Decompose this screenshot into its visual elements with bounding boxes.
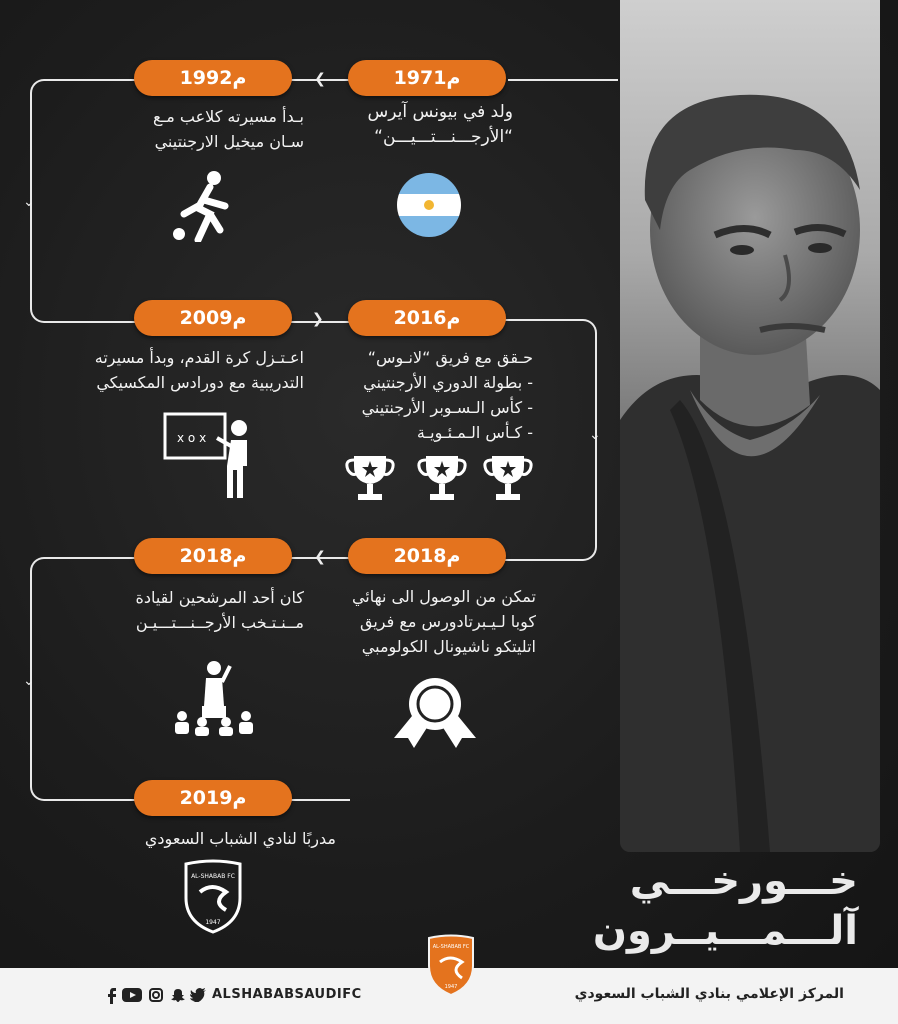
football-player-icon: [170, 170, 240, 242]
youtube-icon[interactable]: [122, 988, 142, 1004]
club-logo-icon: [426, 934, 476, 996]
year-pill-1971: 1971م: [348, 60, 506, 96]
coach-photo: [620, 0, 880, 852]
media-center-label: المركز الإعلامي بنادي الشباب السعودي: [574, 986, 844, 1002]
event-text-2018-b: كان أحد المرشحين لقيادة مــنـتـخب الأرجــنـــتـــيـن: [135, 588, 304, 632]
coach-last-name: آلـــمـــيــرون: [592, 908, 858, 954]
event-text-2009: اعـتـزل كرة القدم، وبدأ مسيرته التدريبية مع دورادس المكسيكي: [94, 348, 304, 392]
svg-text:1947: 1947: [444, 984, 458, 990]
medal-icon: [392, 676, 478, 748]
svg-text:AL-SHABAB FC: AL-SHABAB FC: [191, 873, 235, 880]
year-pill-2019: 2019م: [134, 780, 292, 816]
event-text-2016: حـقق مع فريق “لانـوس“ - بطولة الدوري الأرجنتيني - كأس الـسـوبر الأرجنتيني - كـأس الـمـئـويـة: [361, 348, 533, 442]
arrow-right-icon: ❯: [312, 311, 324, 327]
connector-top: [508, 79, 618, 81]
arrow-down-icon: ⌄: [589, 427, 601, 443]
social-handle: ALSHABABSAUDIFC: [212, 987, 362, 1002]
argentina-flag-icon: [396, 172, 462, 238]
year-pill-2016: 2016م: [348, 300, 506, 336]
candidate-icon: [172, 660, 256, 736]
club-crest-icon: [182, 858, 244, 934]
event-text-2019: مدربًا لنادي الشباب السعودي: [144, 829, 336, 848]
coach-board-icon: [163, 408, 265, 500]
year-pill-2009: 2009م: [134, 300, 292, 336]
event-text-2018-a: تمكن من الوصول الى نهائي كوبا لـيـبرتادورس مع فريق اتليتكو ناشيونال الكولومبي: [351, 587, 536, 656]
arrow-left-icon: ❮: [314, 71, 326, 87]
arrow-down-icon: ⌄: [23, 194, 35, 210]
arrow-down-icon: ⌄: [23, 673, 35, 689]
svg-text:AL-SHABAB FC: AL-SHABAB FC: [432, 944, 470, 950]
facebook-icon[interactable]: [104, 988, 120, 1004]
coach-first-name: خـــورخـــي: [629, 858, 858, 904]
year-pill-2018-a: 2018م: [348, 538, 506, 574]
event-text-1971: ولد في بيونس آيرس “الأرجـــنـــتـــيـــن“: [367, 102, 513, 147]
year-pill-1992: 1992م: [134, 60, 292, 96]
snapchat-icon[interactable]: [170, 988, 186, 1004]
trophy-icon: [482, 452, 534, 504]
twitter-icon[interactable]: [190, 988, 206, 1004]
arrow-left-icon: ❮: [314, 549, 326, 565]
instagram-icon[interactable]: [148, 988, 164, 1004]
trophy-icon: [344, 452, 396, 504]
event-text-1992: بـدأ مسيرته كلاعب مـع سـان ميخيل الارجنتيني: [153, 107, 304, 151]
svg-text:x o x: x o x: [177, 431, 207, 445]
trophy-icon: [416, 452, 468, 504]
svg-text:1947: 1947: [205, 919, 221, 926]
year-pill-2018-b: 2018م: [134, 538, 292, 574]
